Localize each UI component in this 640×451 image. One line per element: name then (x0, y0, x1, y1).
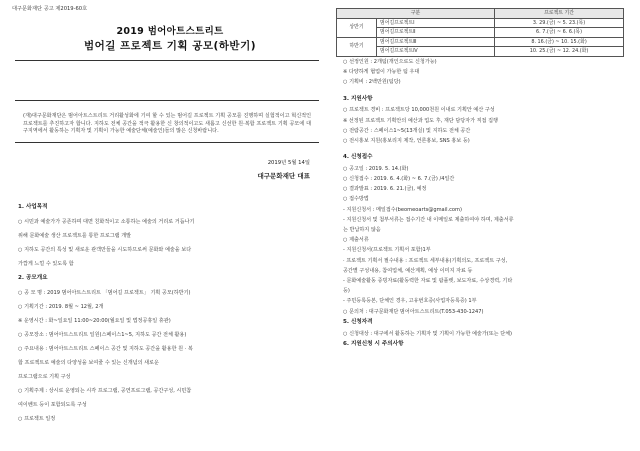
list-item: ○ 신청대상 : 대구에서 활동하는 기획자 및 기획이 가능한 예술가(또는 단체) (343, 330, 513, 337)
table-row (337, 37, 624, 47)
section-heading: 4. 신청접수 (343, 154, 373, 161)
table-cell-period: 10. 25.(금) ~ 12. 24.(화) (495, 47, 624, 57)
section-heading: 3. 지원사항 (343, 95, 373, 102)
table-row (337, 28, 624, 38)
table-header-period: 프로젝트 기간 (495, 9, 624, 19)
issue-date: 2019년 5월 14일 (267, 160, 310, 166)
list-item: 가깝게 느낄 수 있도록 함 (18, 261, 74, 268)
intro-text: (재)대구문화재단은 범어아트스트리트 거리활성화에 기여 할 수 있는 범어길 프로젝트 기획 공모를 진행하며 실험적이고 혁신적인 프로젝트를 추진하고자 합니다. 지하도 전체 공간을 적극 활용한 신 창의적이고도 새롭고 신선한 원·복합 프로젝트 기획 공모에 대구지역에서 활동하는 기획자 및 기획이 가능한 예술단체(예술인)들의 많은 신청바랍니다. (23, 113, 311, 135)
title-underline (15, 60, 319, 61)
list-item: ○ 문의처 : 대구문화재단 범어아트스트리트(T.053-430-1247) (343, 308, 484, 315)
section-heading: 6. 지원신청 시 주의사항 (343, 340, 404, 347)
list-item: 프로그램으로 기획 구성 (18, 373, 71, 380)
list-item: ○ 공 모 명 : 2019 범어아트스트리트 「범어길 프로젝트」 기획 공모(하반기) (18, 290, 191, 297)
list-item: ○ 프로젝트 일정 (18, 415, 56, 422)
list-item: ○ 결과발표 : 2019. 6. 21.(금), 예정 (343, 186, 427, 193)
list-item: 여이벤트 등이 포함되도록 구성 (18, 401, 87, 408)
document-title-line2: 범어길 프로젝트 기획 공모(하반기) (83, 40, 257, 52)
list-item: ○ 공모장소 : 범어아트스트리트 일원(스페이스1~5, 지하도 공간 전체 활용) (18, 332, 187, 339)
list-item: ○ 주요내용 : 범어아트스트리트 스페이스 공간 및 지하도 공간을 활용한 원 · 복 (18, 346, 193, 352)
list-item: ○ 기획기간 : 2019. 8월 ~ 12월, 2개 (18, 304, 104, 311)
list-item: ○ 신청접수 : 2019. 6. 4.(화) ~ 6. 7.(금) /4일간 (343, 176, 455, 182)
list-item: - 지원신청서(프로젝트 기획서 포함)1부 (343, 247, 431, 254)
list-item: ※ 다양하게 협업이 가능한 팀 우대 (343, 69, 420, 76)
list-item: · 프로젝트 기획서 필수내용 : 프로젝트 세부내용(기획의도, 프로젝트 구성, (343, 257, 508, 264)
list-item: - 지원신청서 : 메일접수(beomeoarts@gmail.com) (343, 206, 462, 213)
list-item: - 문화예술활동 증빙자료(활동력한 자료 및 팜플렛, 보도자료, 수상경력, 기타 (343, 278, 513, 284)
intro-box (15, 105, 319, 143)
issuer-signature: 대구문화재단 대표 (257, 172, 310, 180)
list-item: ○ 공고일 : 2019. 5. 14.(화) (343, 165, 409, 172)
list-item: ○ 전람공간 : 스페이스1~5(13개실) 및 지하도 전체 공간 (343, 127, 471, 134)
list-item: 등) (343, 288, 350, 295)
table-row (337, 18, 624, 28)
list-item: ○ 프로젝트 경비 : 프로젝트당 10,000천원 이내로 기획안 예산 구성 (343, 107, 495, 114)
list-item: ○ 기획비 : 2백만원(팀당) (343, 79, 401, 86)
list-item: ○ 접수방법 (343, 196, 369, 203)
intro-top-rule (15, 100, 319, 101)
list-item: 공간별 구성내용, 참여업체, 예산계획, 예상 이미지 자료 등 (343, 267, 473, 274)
list-item: ※ 운영시간 : 화~일요일 11:00~20:00(월요일 및 법정공휴일 휴관) (18, 318, 171, 325)
section-heading: 1. 사업목적 (18, 204, 48, 210)
table-group-label: 상반기 (337, 18, 377, 37)
list-item: ○ 선정인원 : 2개팀(개인으로도 신청가능) (343, 59, 437, 65)
table-cell-name: 범어길프로젝트Ⅳ (377, 47, 495, 57)
list-item: ○ 기획주제 : 상시로 운영되는 시각 프로그램, 공연프로그램, 공간구성, 시민참 (18, 387, 192, 394)
table-header-category: 구분 (337, 9, 495, 19)
list-item: ○ 시민과 예술가가 공존하며 대면 친화적이고 소통하는 예술의 거리로 거듭나기 (18, 219, 195, 226)
table-cell-period: 8. 16.(금) ~ 10. 15.(화) (495, 37, 624, 47)
list-item: ○ 지하도 공간의 특성 및 새로운 관객만들을 시도하므로써 문화와 예술을 보다 (18, 247, 192, 254)
list-item: - 지원신청서 및 첨부서류는 접수기간 내 이메일로 제출하여야 하며, 제출서류 (343, 216, 514, 223)
list-item: ※ 선정된 프로젝트 기획안의 예산과 업도 후, 재단 담당자가 직접 집행 (343, 117, 498, 124)
section-heading: 2. 공모개요 (18, 275, 48, 281)
list-item: ○ 전시홍보 지원(홍보리지 제작, 언론홍보, SNS 홍보 등) (343, 137, 470, 144)
list-item: 위해 문화예술 생산 프로젝트를 통한 프로그램 개발 (18, 233, 132, 240)
document-title-line1: 2019 범어아트스트리트 (116, 26, 224, 37)
table-cell-name: 범어길프로젝트Ⅲ (377, 37, 495, 47)
table-group-label: 하반기 (337, 37, 377, 56)
table-cell-period: 6. 7.(금) ~ 6. 6.(목) (495, 28, 624, 38)
table-cell-period: 3. 29.(금) ~ 5. 23.(목) (495, 18, 624, 28)
list-item: 합 프로젝트로 예술의 다양성을 보여줄 수 있는 신개념의 새로운 (18, 359, 159, 366)
section-heading: 5. 신청자격 (343, 318, 373, 325)
table-header-row (337, 9, 624, 19)
notice-number: 대구문화재단 공고 제2019-60호 (12, 6, 88, 12)
table-cell-name: 범어길프로젝트Ⅱ (377, 28, 495, 38)
list-item: 는 반납하지 않음 (343, 227, 381, 233)
list-item: ○ 제출서류 (343, 237, 369, 244)
table-row (337, 47, 624, 57)
table-cell-name: 범어길프로젝트Ⅰ (377, 18, 495, 28)
project-schedule-table (336, 8, 624, 57)
list-item: - 주민등록등본, 단체인 경우, 고유번호증(사업자등록증) 1부 (343, 298, 477, 305)
